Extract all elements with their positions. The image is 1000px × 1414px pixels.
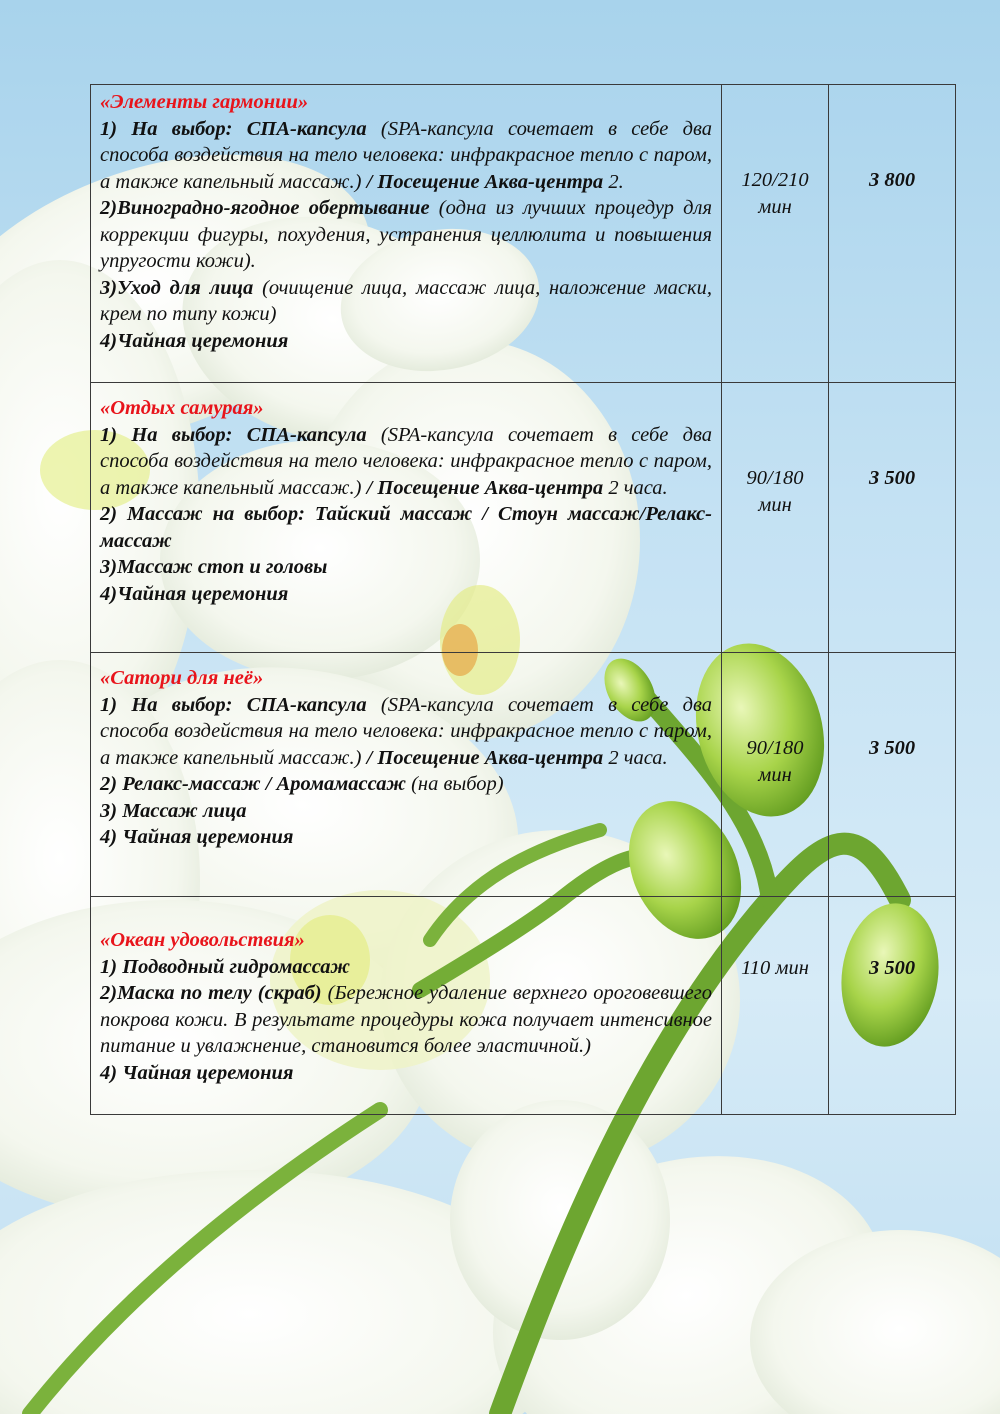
package-description (91, 653, 722, 897)
package-price: 3 500 (868, 737, 916, 759)
procedure-note: 2 часа. (603, 746, 668, 769)
procedure-name: 4)Чайная церемония (100, 582, 289, 605)
procedure-note: (на выбор) (405, 773, 504, 795)
procedure-name: 3) Массаж лица (100, 799, 247, 822)
spa-price-table (90, 84, 956, 1115)
procedure-line (100, 554, 712, 581)
package-duration: 110 мин (741, 957, 809, 979)
package-price: 3 800 (868, 169, 916, 191)
procedure-note: (SPA-капсула сочетает в себе два способа воздействия на тело человека: инфракрасное тепло с паром, а также капельный массаж.) (100, 117, 712, 193)
procedure-note: 2. (603, 170, 624, 193)
package-duration: 90/180 мин (746, 737, 804, 786)
procedure-note: (очищение лица, массаж лица, наложение маски, крем по типу кожи) (100, 276, 712, 325)
procedure-note: (SPA-капсула сочетает в себе два способа воздействия на тело человека: инфракрасное тепло с паром, а также капельный массаж.) (100, 693, 712, 769)
package-row (91, 897, 956, 1115)
procedure-name: 1) На выбор: СПА-капсула (100, 117, 367, 140)
procedure-line (100, 824, 712, 851)
package-price: 3 500 (868, 467, 916, 489)
package-duration: 120/210 мин (741, 169, 809, 218)
package-description (91, 85, 722, 383)
procedure-note: (Бережное удаление верхнего ороговевшего покрова кожи. В результате процедуры кожа получает интенсивное питание и увлажнение, становится более эластичной.) (100, 982, 712, 1057)
price-cell (829, 383, 956, 653)
procedure-name: 3)Уход для лица (100, 276, 254, 299)
procedure-line (100, 980, 712, 1060)
procedure-note: (SPA-капсула сочетает в себе два способа воздействия на тело человека: инфракрасное тепло с паром, а также капельный массаж.) (100, 423, 712, 499)
procedure-note: 2 часа. (603, 476, 668, 499)
procedure-name: 3)Массаж стоп и головы (100, 556, 328, 578)
procedure-line (100, 771, 712, 798)
duration-cell (722, 897, 829, 1115)
procedure-name: 4)Чайная церемония (100, 329, 289, 352)
procedure-note: (одна из лучших процедур для коррекции фигуры, похудения, устранения целлюлита и повышения упругости кожи). (100, 197, 712, 272)
procedure-name: / Посещение Аква-центра (366, 170, 604, 193)
procedure-name: 1) Подводный гидромассаж (100, 955, 351, 978)
procedure-line (100, 581, 712, 608)
procedure-line (100, 328, 712, 355)
procedure-name: / Посещение Аква-центра (366, 746, 604, 769)
procedure-name: 1) На выбор: СПА-капсула (100, 693, 367, 716)
procedure-name: 2)Маска по телу (скраб) (100, 982, 322, 1004)
procedure-line (100, 1060, 712, 1087)
package-title: «Океан удовольствия» (100, 929, 305, 951)
procedure-line (100, 501, 712, 554)
procedure-line (100, 195, 712, 275)
price-cell (829, 897, 956, 1115)
cell-spacer (100, 901, 712, 927)
procedure-line (100, 954, 712, 981)
procedure-line (100, 692, 712, 772)
procedure-name: 1) На выбор: СПА-капсула (100, 423, 367, 446)
duration-cell (722, 653, 829, 897)
duration-cell (722, 85, 829, 383)
procedure-name: 4) Чайная церемония (100, 826, 294, 848)
procedure-line (100, 116, 712, 196)
package-duration: 90/180 мин (746, 467, 804, 516)
cell-spacer (100, 387, 712, 395)
procedure-line (100, 798, 712, 825)
procedure-line (100, 275, 712, 328)
package-description (91, 383, 722, 653)
package-title: «Сатори для неё» (100, 667, 264, 689)
package-row (91, 653, 956, 897)
procedure-line (100, 422, 712, 502)
procedure-name: 2) Релакс-массаж / Аромамассаж (100, 773, 406, 795)
procedure-name: / Посещение Аква-центра (366, 476, 604, 499)
package-description (91, 897, 722, 1115)
duration-cell (722, 383, 829, 653)
package-title: «Отдых самурая» (100, 397, 264, 419)
price-cell (829, 85, 956, 383)
package-price: 3 500 (868, 957, 916, 979)
cell-spacer (100, 657, 712, 665)
procedure-name: 2)Виноградно-ягодное обертывание (100, 197, 430, 219)
price-cell (829, 653, 956, 897)
package-row (91, 85, 956, 383)
package-title: «Элементы гармонии» (100, 91, 309, 113)
procedure-name: 4) Чайная церемония (100, 1061, 294, 1084)
package-row (91, 383, 956, 653)
procedure-name: 2) Массаж на выбор: Тайский массаж / Стоун массаж/Релакс-массаж (100, 503, 712, 552)
